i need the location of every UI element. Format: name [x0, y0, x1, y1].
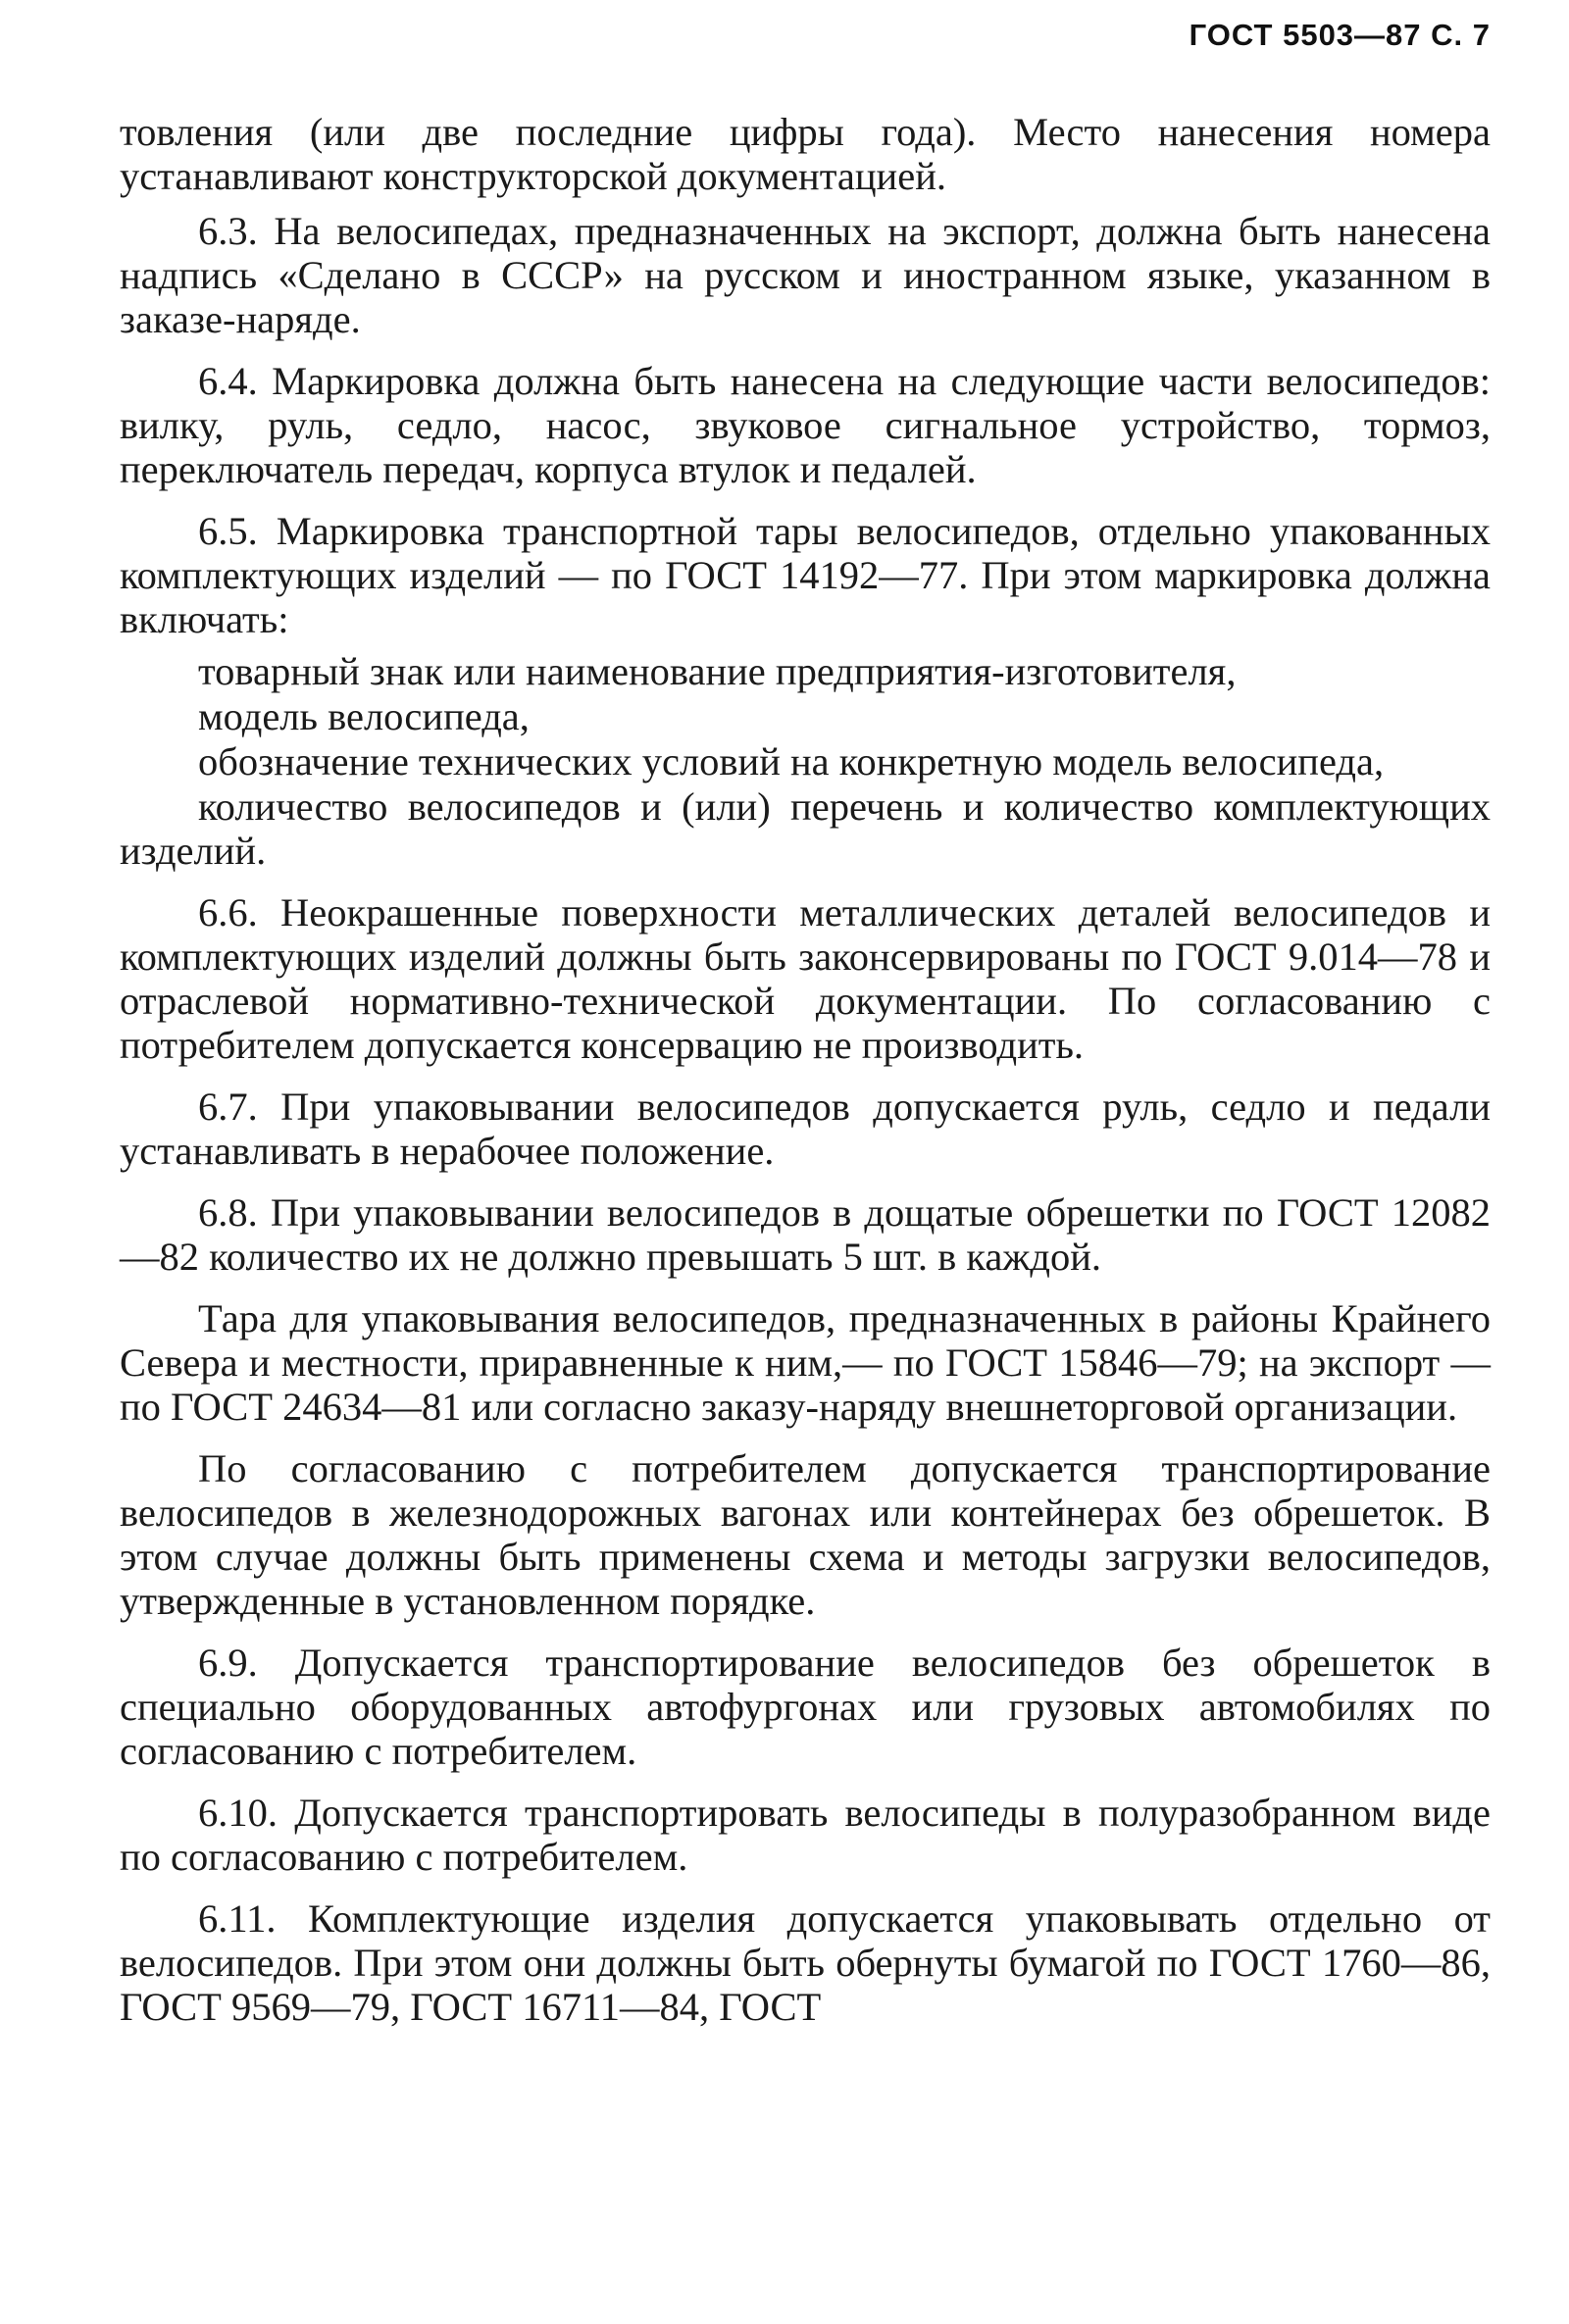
paragraph-6-5: 6.5. Маркировка транспортной тары велосипедов, отдельно упакованных комплектующих изделий — по ГОСТ 14192—77. При этом маркировка должна включать: — [120, 509, 1491, 641]
document-page — [120, 0, 1491, 2324]
paragraph-6-10: 6.10. Допускается транспортировать велосипеды в полуразобранном виде по согласованию с потребителем. — [120, 1791, 1491, 1879]
list-item-model: модель велосипеда, — [198, 694, 530, 738]
list-item-trademark: товарный знак или наименование предприятия-изготовителя, — [198, 649, 1237, 693]
paragraph-6-4: 6.4. Маркировка должна быть нанесена на следующие части велосипедов: вилку, руль, седло, насос, звуковое сигнальное устройство, тормоз, переключатель передач, корпуса втулок и педалей. — [120, 359, 1491, 491]
paragraph-6-8: 6.8. При упаковывании велосипедов в дощатые обрешетки по ГОСТ 12082—82 количество их не должно превышать 5 шт. в каждой. — [120, 1190, 1491, 1279]
body-text — [120, 110, 1491, 2037]
paragraph-continuation: товления (или две последние цифры года). Место нанесения номера устанавливают конструкторской документацией. — [120, 110, 1491, 198]
paragraph-agreement: По согласованию с потребителем допускается транспортирование велосипедов в железнодорожных вагонах или контейнерах без обрешеток. В этом случае должны быть применены схема и методы загрузки велосипедов, утвержденные в установленном порядке. — [120, 1446, 1491, 1623]
list-item-specification: обозначение технических условий на конкретную модель велосипеда, — [198, 739, 1385, 783]
list-item-quantity: количество велосипедов и (или) перечень и количество комплектующих изделий. — [120, 784, 1491, 873]
paragraph-6-6: 6.6. Неокрашенные поверхности металлических деталей велосипедов и комплектующих изделий должны быть законсервированы по ГОСТ 9.014—78 и отраслевой нормативно-технической документации. По согласованию с потребителем допускается консервацию не производить. — [120, 890, 1491, 1067]
paragraph-packaging: Тара для упаковывания велосипедов, предназначенных в районы Крайнего Севера и местности, приравненные к ним,— по ГОСТ 15846—79; на экспорт — по ГОСТ 24634—81 или согласно заказу-наряду внешнеторговой организации. — [120, 1296, 1491, 1429]
paragraph-6-7: 6.7. При упаковывании велосипедов допускается руль, седло и педали устанавливать в нерабочее положение. — [120, 1085, 1491, 1173]
paragraph-6-9: 6.9. Допускается транспортирование велосипедов без обрешеток в специально оборудованных автофургонах или грузовых автомобилях по согласованию с потребителем. — [120, 1641, 1491, 1773]
paragraph-6-3: 6.3. На велосипедах, предназначенных на экспорт, должна быть нанесена надпись «Сделано в СССР» на русском и иностранном языке, указанном в заказе-наряде. — [120, 209, 1491, 341]
running-head: ГОСТ 5503—87 С. 7 — [1189, 18, 1491, 52]
paragraph-6-11: 6.11. Комплектующие изделия допускается упаковывать отдельно от велосипедов. При этом они должны быть обернуты бумагой по ГОСТ 1760—86, ГОСТ 9569—79, ГОСТ 16711—84, ГОСТ — [120, 1896, 1491, 2029]
